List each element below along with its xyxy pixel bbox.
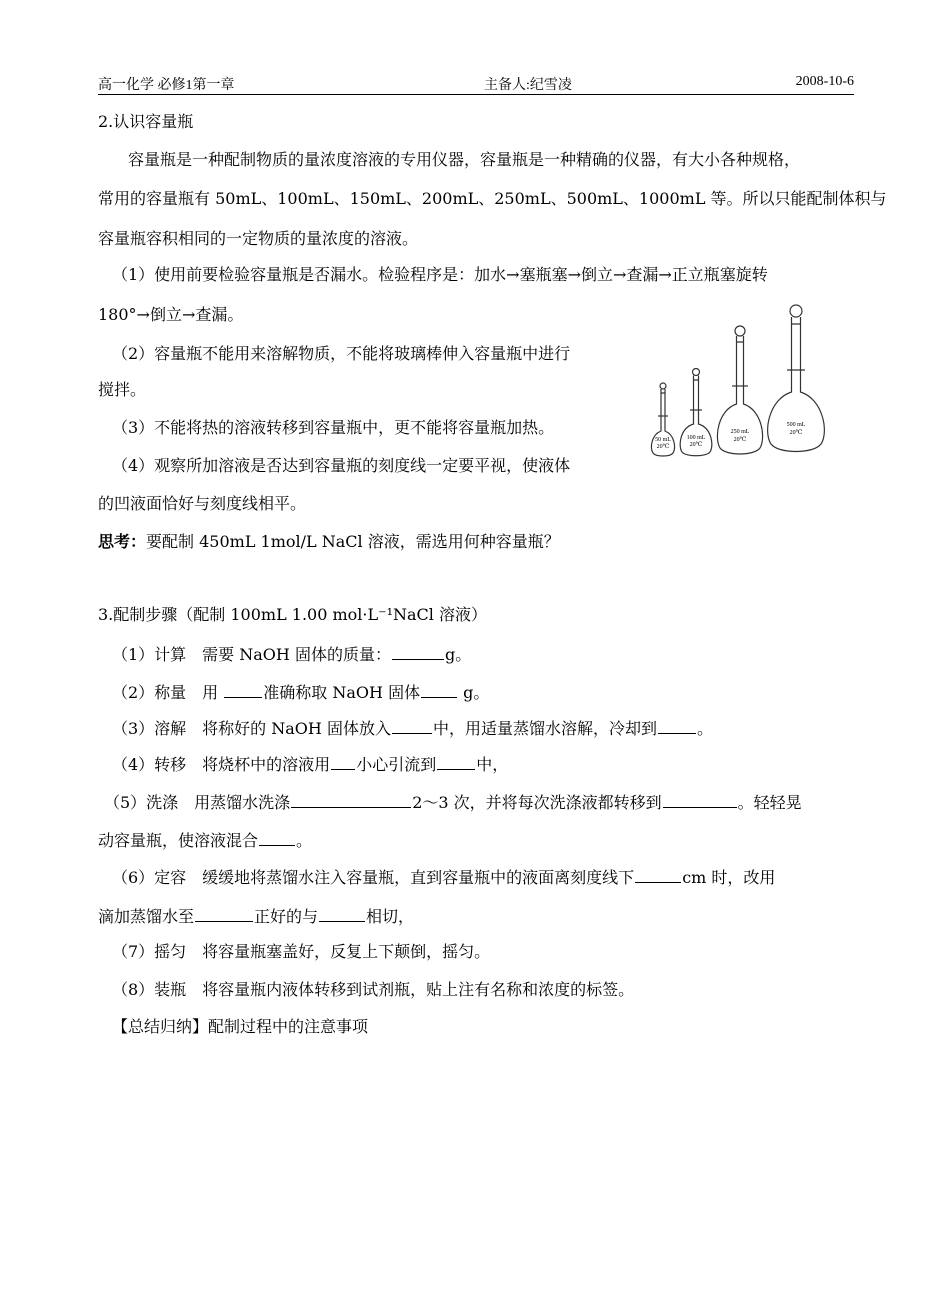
flask-500ml-temp: 20℃: [789, 430, 803, 436]
step3-blank-temperature[interactable]: [658, 717, 696, 734]
step5-text: （5）洗涤 用蒸馏水洗涤: [104, 793, 291, 812]
think-question: [98, 532, 560, 552]
point4-line2: 的凹液面恰好与刻度线相平。: [98, 494, 307, 513]
step5-text-2: 2～3 次，并将每次洗涤液都转移到: [412, 793, 662, 812]
point2-line1: （2）容量瓶不能用来溶解物质，不能将玻璃棒伸入容量瓶中进行: [112, 344, 571, 363]
step6-text-4: 正好的与: [254, 907, 319, 926]
step6-blank-line[interactable]: [319, 905, 365, 922]
header-author: 主备人:纪雪凌: [484, 78, 572, 93]
section2-intro-line1: 容量瓶是一种配制物质的量浓度溶液的专用仪器，容量瓶是一种精确的仪器，有大小各种规格，: [128, 150, 801, 169]
step4-transfer: [112, 753, 508, 775]
step6-text: （6）定容 缓缓地将蒸馏水注入容量瓶，直到容量瓶中的液面离刻度线下: [112, 868, 635, 887]
flask-100ml-volume: 100 mL: [686, 435, 706, 441]
step5-blank-mix[interactable]: [259, 829, 295, 846]
step5-end: 。: [296, 831, 313, 850]
step2-blank-mass[interactable]: [421, 681, 457, 698]
step5-wash-line2: [98, 829, 312, 851]
think-label: 思考：: [98, 532, 147, 551]
point3: （3）不能将热的溶液转移到容量瓶中，更不能将容量瓶加热。: [112, 418, 555, 437]
flask-50ml-volume: 50 mL: [655, 437, 671, 443]
step3-end: 。: [696, 719, 713, 738]
step3-text: （3）溶解 将称好的 NaOH 固体放入: [112, 719, 391, 738]
step4-blank-rod[interactable]: [331, 753, 355, 770]
step2-text-2: 准确称取 NaOH 固体: [263, 683, 421, 702]
header-date: 2008-10-6: [795, 74, 854, 89]
section3-title: 3.配制步骤（配制 100mL 1.00 mol·L⁻¹NaCl 溶液）: [98, 605, 487, 624]
flask-100ml-temp: 20℃: [689, 442, 703, 448]
step5-blank-items[interactable]: [291, 791, 411, 808]
step4-text-2: 小心引流到: [356, 755, 437, 774]
think-text: 要配制 450mL 1mol/L NaCl 溶液，需选用何种容量瓶？: [146, 532, 560, 551]
point2-line2: 搅拌。: [98, 380, 147, 399]
step1-blank[interactable]: [392, 643, 444, 660]
step1-text: （1）计算 需要 NaOH 固体的质量：: [112, 645, 391, 664]
section2-title: 2.认识容量瓶: [98, 112, 194, 131]
step3-blank-container[interactable]: [392, 717, 432, 734]
step5-text-3: 。轻轻晃: [737, 793, 802, 812]
step6-blank-level[interactable]: [195, 905, 253, 922]
step5-wash-line1: [104, 791, 802, 813]
step7-shake: （7）摇匀 将容量瓶塞盖好，反复上下颠倒，摇匀。: [112, 942, 491, 961]
step4-blank-flask[interactable]: [437, 753, 475, 770]
step5-text-4: 动容量瓶，使溶液混合: [98, 831, 259, 850]
step2-unit: g。: [458, 683, 490, 702]
step4-end: 中，: [476, 755, 509, 774]
step6-end: 相切，: [366, 907, 415, 926]
step3-text-2: 中，用适量蒸馏水溶解，冷却到: [432, 719, 657, 738]
page-header: [98, 72, 854, 95]
header-course: 高一化学 必修1第一章: [98, 78, 235, 93]
step2-weigh: [112, 681, 489, 703]
step6-dilute-line1: [112, 866, 775, 888]
step2-text: （2）称量 用: [112, 683, 224, 702]
section2-intro-line2: 常用的容量瓶有 50mL、100mL、150mL、200mL、250mL、500mL、1000mL 等。所以只能配制体积与: [98, 189, 887, 208]
step3-dissolve: [112, 717, 713, 739]
step5-blank-target[interactable]: [663, 791, 737, 808]
step6-text-3: 滴加蒸馏水至: [98, 907, 195, 926]
point4-line1: （4）观察所加溶液是否达到容量瓶的刻度线一定要平视，使液体: [112, 456, 571, 475]
step6-dilute-line2: [98, 905, 414, 927]
point1-line2: 180°→倒立→查漏。: [98, 305, 244, 324]
volumetric-flasks-figure: [648, 298, 838, 466]
step6-blank-distance[interactable]: [635, 866, 681, 883]
flask-500ml-volume: 500 mL: [786, 422, 806, 428]
step1-unit: g。: [444, 645, 472, 664]
flask-250ml-volume: 250 mL: [730, 429, 750, 435]
flask-250ml-temp: 20℃: [733, 437, 747, 443]
step1-calculate: [112, 643, 471, 665]
point1-line1: （1）使用前要检验容量瓶是否漏水。检验程序是：加水→塞瓶塞→倒立→查漏→正立瓶塞旋转: [112, 265, 768, 284]
step6-text-2: cm 时，改用: [682, 868, 776, 887]
step8-bottle: （8）装瓶 将容量瓶内液体转移到试剂瓶，贴上注有名称和浓度的标签。: [112, 980, 635, 999]
step4-text: （4）转移 将烧杯中的溶液用: [112, 755, 331, 774]
section2-intro-line3: 容量瓶容积相同的一定物质的量浓度的溶液。: [98, 229, 419, 248]
summary-heading: 【总结归纳】配制过程中的注意事项: [112, 1017, 369, 1036]
step2-blank-instrument[interactable]: [224, 681, 262, 698]
flask-50ml-temp: 20℃: [656, 444, 670, 450]
